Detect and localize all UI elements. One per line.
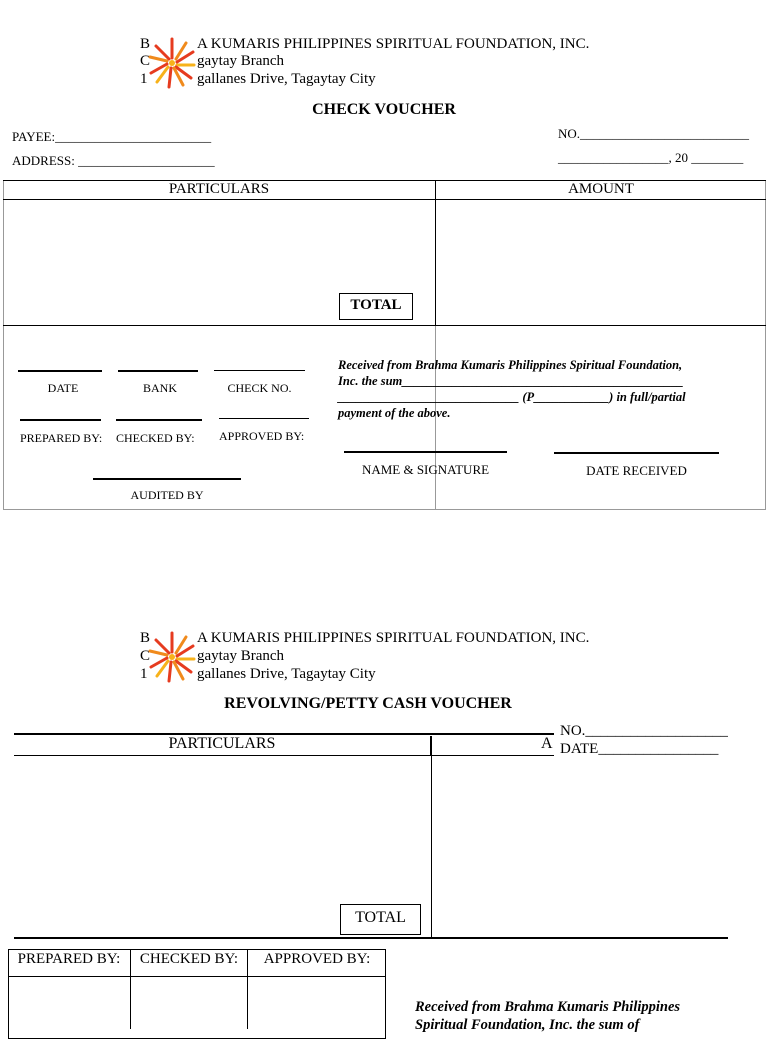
name-signature-label: NAME & SIGNATURE: [361, 462, 490, 477]
org-address: gallanes Drive, Tagaytay City: [197, 71, 376, 87]
org-name: A KUMARIS PHILIPPINES SPIRITUAL FOUNDATION, INC.: [197, 630, 590, 646]
voucher-title: REVOLVING/PETTY CASH VOUCHER: [224, 695, 512, 712]
payee-field[interactable]: PAYEE:________________________: [12, 129, 212, 144]
voucher-table: [3, 180, 766, 510]
bank-signature-label: BANK: [142, 381, 177, 395]
branch-initial: C: [140, 648, 151, 664]
prepared-by-label: PREPARED BY:: [20, 431, 103, 445]
approved-by-label: APPROVED BY:: [263, 951, 371, 967]
checked-by-label: CHECKED BY:: [116, 431, 195, 445]
branch-name: gaytay Branch: [197, 648, 285, 664]
amount-header: AMOUNT: [568, 181, 634, 197]
received-statement: Received from Brahma Kumaris Philippines Spiritual Foundation, Inc. the sum of: [415, 999, 681, 1033]
sun-logo-icon: [147, 36, 197, 90]
sun-logo-icon: [147, 630, 197, 684]
branch-name: gaytay Branch: [197, 53, 285, 69]
prepared-by-label: PREPARED BY:: [17, 951, 121, 967]
checked-by-label: CHECKED BY:: [139, 951, 239, 967]
address-initial: 1: [140, 71, 148, 87]
voucher-title: CHECK VOUCHER: [312, 101, 456, 118]
address-field[interactable]: ADDRESS: _____________________: [12, 153, 215, 168]
check-no-signature-label: CHECK NO.: [227, 381, 292, 395]
org-address: gallanes Drive, Tagaytay City: [197, 666, 376, 682]
org-name-initial: B: [140, 630, 151, 646]
voucher-number-field[interactable]: NO.__________________________: [558, 126, 750, 141]
received-statement: Received from Brahma Kumaris Philippines Spiritual Foundation, Inc. the sum_____________________________________________ _____________________________ (P____________) in full/partial payment of the above.: [338, 358, 686, 420]
address-initial: 1: [140, 666, 148, 682]
particulars-header: PARTICULARS: [168, 181, 270, 197]
voucher-date-field[interactable]: DATE________________: [560, 741, 719, 757]
approved-by-label: APPROVED BY:: [219, 429, 305, 443]
org-name: A KUMARIS PHILIPPINES SPIRITUAL FOUNDATION, INC.: [197, 36, 590, 52]
voucher-date-field[interactable]: _________________, 20 ________: [558, 150, 744, 165]
total-label: TOTAL: [355, 909, 406, 926]
total-label: TOTAL: [350, 297, 402, 313]
amount-header: A: [541, 735, 553, 752]
org-name-initial: B: [140, 36, 151, 52]
date-signature-label: DATE: [47, 381, 79, 395]
branch-initial: C: [140, 53, 151, 69]
audited-by-label: AUDITED BY: [130, 488, 204, 502]
date-received-label: DATE RECEIVED: [586, 463, 687, 478]
particulars-header: PARTICULARS: [168, 735, 276, 752]
voucher-number-field[interactable]: NO.___________________: [560, 723, 728, 739]
